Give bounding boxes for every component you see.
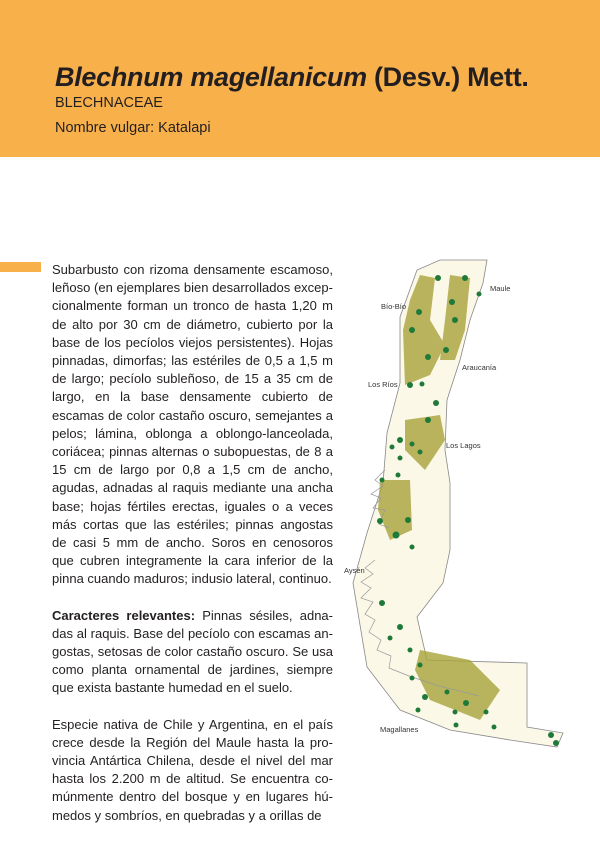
relevant-label: Caracteres relevantes: <box>52 607 196 623</box>
header-band <box>0 0 600 157</box>
region-label-maule: Maule <box>490 284 511 293</box>
species-title <box>55 62 529 93</box>
region-label-los-rios: Los Ríos <box>368 380 398 389</box>
family-name: BLECHNACEAE <box>55 95 163 111</box>
region-label-magallanes: Magallanes <box>380 725 419 734</box>
region-label-biobio: Bío-Bío <box>381 302 407 311</box>
distribution-paragraph: Especie nativa de Chile y Argentina, en el país crece desde la Región del Maule hasta la provincia Antártica Chilena, desde el nivel del mar hasta los 2.200 m de altitud. Se encuentra comúnmente dentro del bosque y en lugares húmedos y sombríos, en quebradas y a orillas de <box>52 716 333 823</box>
distribution-map <box>340 250 600 800</box>
region-label-los-lagos: Los Lagos <box>446 441 481 450</box>
scientific-name: Blechnum magellanicum <box>55 62 367 92</box>
relevant-characters-paragraph <box>52 607 333 698</box>
description-paragraph: Subarbusto con rizoma densamente escamoso, leñoso (en ejemplares bien desarrollados excepcionalmente forman un tronco de hasta 1,20 m de alto por 30 cm de diámetro, cubierto por la base de los pecíolos viejos persistentes). Hojas pinnadas, dimorfas; las estériles de 0,5 a 1,5 m de largo; pecíolo subleñoso, de 15 a 35 cm de largo, en la base densamente cubierto de escamas de color castaño oscuro, semejantes a pelos; lámina, oblonga a oblongo-lanceolada, coriácea; pinnas alternas o subopuestas, de 8 a 15 cm de largo por 0,8 a 1,5 cm de ancho, agudas, adnadas al raquis mediante una ancha base; hojas fértiles erectas, iguales o a veces más cortas que las estériles; pinnas angostas de casi 5 mm de ancho. Soros en cenosoros que cubren integramente la cara inferior de la pinna cuando maduros; indusio lateral, continuo. <box>52 262 333 587</box>
common-name: Nombre vulgar: Katalapi <box>55 120 211 136</box>
region-label-araucania: Araucanía <box>462 363 497 372</box>
section-marker <box>0 262 41 272</box>
relevant-text: Pinnas sésiles, adnadas al raquis. Base del pecíolo con escamas angostas, setosas de color castaño oscuro. Se usa como planta ornamental de jardines, siempre que exista bastante humedad en el suelo. <box>52 607 333 696</box>
region-label-aysen: Aysén <box>344 566 365 575</box>
body-text <box>52 261 333 843</box>
authority: (Desv.) Mett. <box>373 62 529 92</box>
